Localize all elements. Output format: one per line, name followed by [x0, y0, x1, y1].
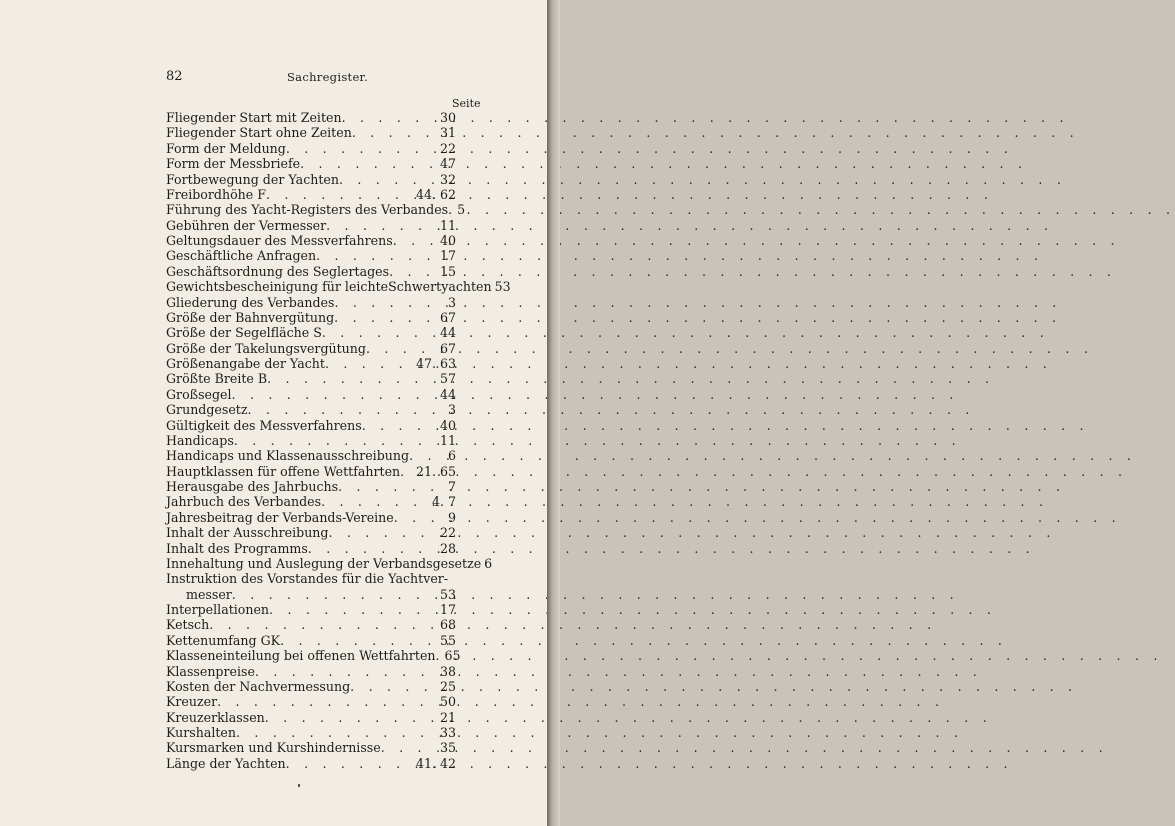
index-page-reference: 57 — [439, 371, 456, 387]
index-page-reference: 3 — [447, 294, 456, 310]
index-entry — [166, 648, 461, 664]
index-term: Jahresbeitrag der Verbands-Vereine — [166, 509, 394, 525]
index-entry — [166, 402, 456, 417]
index-entry — [166, 202, 466, 218]
dot-leader — [389, 264, 437, 279]
index-term: Interpellationen — [166, 602, 270, 617]
index-entry — [166, 295, 456, 310]
index-page-reference: 5 — [457, 202, 466, 218]
dot-leader — [248, 402, 445, 417]
index-term: Kurshalten — [166, 725, 236, 740]
index-entry — [166, 602, 456, 617]
index-term: Gültigkeit des Messverfahrens — [166, 417, 362, 433]
index-term: Freibordhöhe F — [166, 186, 266, 202]
dot-leader — [269, 602, 437, 617]
running-title: Sachregister. — [287, 70, 369, 84]
index-page-reference: 44 — [439, 386, 456, 402]
index-page-reference: 55 — [439, 632, 456, 648]
dot-leader — [236, 725, 437, 740]
index-term: Großsegel — [166, 386, 232, 402]
index-term: Fortbewegung der Yachten — [166, 171, 339, 187]
print-speck — [298, 784, 300, 787]
index-entry — [166, 541, 456, 556]
index-entry — [166, 110, 456, 125]
index-entry — [166, 141, 456, 156]
index-entry — [166, 571, 456, 586]
index-page-reference: 21. 65 — [415, 463, 456, 479]
index-entry — [166, 756, 456, 771]
index-page-reference: 17 — [439, 602, 456, 617]
index-entry — [166, 464, 456, 479]
index-page-reference: 22 — [439, 140, 456, 156]
dot-leader — [209, 617, 437, 632]
page-column-label: Seite — [452, 97, 481, 110]
dot-leader — [328, 525, 436, 540]
index-page-reference: 11 — [439, 432, 456, 448]
index-entry — [166, 555, 493, 571]
dot-leader — [326, 218, 437, 233]
index-page-reference: 32 — [439, 171, 456, 187]
index-entry — [166, 679, 456, 694]
index-term: Klasseneinteilung bei offenen Wettfahrten — [166, 648, 436, 664]
index-entry — [166, 218, 456, 233]
index-term: Hauptklassen für offene Wettfahrten — [166, 463, 401, 479]
index-page-reference: 3 — [447, 402, 456, 418]
index-term: Größe der Takelungsvergütung — [166, 340, 366, 356]
index-term: Geschäftsordnung des Seglertages — [166, 263, 390, 279]
dot-leader — [234, 433, 437, 448]
index-term: Kursmarken und Kurshindernisse — [166, 740, 381, 756]
index-term: Kosten der Nachvermessung — [166, 678, 351, 694]
dot-leader — [342, 110, 437, 125]
index-page-reference: 11 — [439, 217, 456, 233]
index-entry — [166, 279, 511, 295]
page-number: 82 — [166, 69, 183, 84]
index-term: Innehaltung und Auslegung der Verbandsgesetze — [166, 555, 482, 571]
index-entry — [166, 125, 456, 140]
index-term: Größenangabe der Yacht — [166, 356, 325, 371]
index-page-reference: 68 — [439, 617, 456, 633]
index-term: Grundgesetz — [166, 402, 248, 418]
dot-leader — [366, 341, 437, 356]
index-term: Ketsch — [166, 617, 210, 633]
index-term: Form der Messbriefe — [166, 156, 301, 172]
dot-leader — [339, 172, 437, 187]
index-term: Form der Meldung — [166, 140, 286, 156]
index-entry — [166, 725, 456, 740]
index-entry — [166, 172, 456, 187]
index-entry — [166, 587, 456, 602]
dot-leader — [352, 125, 437, 140]
index-entry — [166, 694, 456, 709]
index-page-reference: 53 — [439, 586, 456, 602]
index-page-reference: 67 — [439, 340, 456, 356]
index-page-reference: 50 — [439, 694, 456, 710]
index-entry — [166, 494, 456, 509]
dot-leader — [409, 448, 445, 463]
index-entry — [166, 710, 456, 725]
dot-leader — [232, 587, 437, 602]
index-term: Inhalt der Ausschreibung — [166, 525, 329, 541]
dot-leader — [321, 494, 429, 509]
dot-leader — [394, 510, 445, 525]
dot-leader — [338, 479, 445, 494]
index-term: Führung des Yacht-Registers des Verbandes — [166, 202, 449, 218]
index-term: messer — [186, 586, 232, 602]
index-term: Gebühren der Vermesser — [166, 217, 327, 233]
book-page — [0, 0, 547, 826]
index-term: Gewichtsbescheinigung für leichteSchwertyachten — [166, 279, 492, 295]
index-entry — [166, 418, 456, 433]
index-entry — [166, 371, 456, 386]
index-page-reference: 6 — [447, 448, 456, 464]
index-entry — [166, 233, 456, 248]
dot-leader — [286, 141, 437, 156]
index-entry — [166, 248, 456, 263]
index-entry — [166, 264, 456, 279]
dot-leader — [362, 418, 437, 433]
index-page-reference: 41. 42 — [415, 755, 456, 771]
index-entry — [166, 740, 456, 755]
dot-leader — [325, 356, 413, 371]
index-term: Geltungsdauer des Messverfahrens — [166, 233, 393, 248]
index-page-reference: 65 — [444, 648, 461, 664]
index-term: Geschäftliche Anfragen — [166, 248, 317, 264]
index-entry — [166, 156, 456, 171]
index-page-reference: 40 — [439, 417, 456, 433]
dot-leader — [350, 679, 437, 694]
dot-leader — [255, 664, 437, 679]
dot-leader — [316, 248, 437, 263]
subject-index-list — [166, 110, 511, 771]
index-term: Kreuzerklassen — [166, 709, 265, 725]
index-term: Fliegender Start ohne Zeiten — [166, 125, 352, 141]
dot-leader — [217, 694, 437, 709]
index-page-reference: 15 — [439, 263, 456, 279]
index-entry — [166, 525, 456, 540]
index-page-reference: 38 — [439, 663, 456, 679]
index-term: Kreuzer — [166, 694, 218, 710]
dot-leader — [266, 187, 413, 202]
index-page-reference: 40 — [439, 233, 456, 248]
index-page-reference: 30 — [439, 110, 456, 125]
index-term: Kettenumfang GK — [166, 632, 281, 648]
index-entry — [166, 448, 456, 463]
index-page-reference: 31 — [439, 125, 456, 141]
index-page-reference: 35 — [439, 740, 456, 756]
index-term: Handicaps und Klassenausschreibung — [166, 448, 410, 464]
index-term: Größte Breite B — [166, 371, 268, 387]
index-page-reference: 6 — [484, 555, 493, 571]
index-page-reference: 17 — [439, 248, 456, 264]
index-term: Instruktion des Vorstandes für die Yachtver- — [166, 571, 449, 587]
dot-leader — [267, 371, 437, 386]
dot-leader — [322, 325, 437, 340]
index-entry — [166, 356, 456, 371]
dot-leader — [400, 464, 413, 479]
index-page-reference: 9 — [447, 509, 456, 525]
index-page-reference: 25 — [439, 678, 456, 694]
index-page-reference: 21 — [439, 709, 456, 725]
index-entry — [166, 387, 456, 402]
dot-leader — [280, 633, 437, 648]
dot-leader — [265, 710, 437, 725]
index-page-reference: 44 — [439, 325, 456, 341]
dot-leader — [334, 310, 437, 325]
index-entry — [166, 479, 456, 494]
index-page-reference: 47 — [439, 156, 456, 172]
index-entry — [166, 341, 456, 356]
index-entry — [166, 433, 456, 448]
index-entry — [166, 310, 456, 325]
index-page-reference: 44. 62 — [415, 186, 456, 202]
index-term: Klassenpreise — [166, 663, 255, 679]
dot-leader — [308, 541, 437, 556]
dot-leader — [393, 233, 437, 248]
index-term: Inhalt des Programms — [166, 540, 308, 556]
index-term: Größe der Bahnvergütung — [166, 309, 335, 325]
index-entry — [166, 187, 456, 202]
index-term: Länge der Yachten — [166, 755, 286, 771]
index-term: Jahrbuch des Verbandes — [166, 494, 322, 510]
index-page-reference: 7 — [447, 479, 456, 494]
page-edge-shadow — [547, 0, 560, 826]
index-term: Herausgabe des Jahrbuchs — [166, 479, 339, 494]
index-term: Größe der Segelfläche S — [166, 325, 322, 341]
index-page-reference: 22 — [439, 525, 456, 541]
index-term: Fliegender Start mit Zeiten — [166, 110, 342, 125]
index-term: Handicaps — [166, 432, 234, 448]
index-entry — [166, 325, 456, 340]
index-entry — [166, 617, 456, 632]
index-term: Gliederung des Verbandes — [166, 294, 335, 310]
index-entry — [166, 633, 456, 648]
index-page-reference: 33 — [439, 725, 456, 740]
index-page-reference: 53 — [494, 279, 511, 295]
index-page-reference: 4. 7 — [431, 494, 456, 510]
index-page-reference: 47. 63 — [415, 356, 456, 371]
dot-leader — [334, 295, 445, 310]
dot-leader — [286, 756, 413, 771]
index-entry — [166, 664, 456, 679]
index-entry — [166, 510, 456, 525]
dot-leader — [300, 156, 437, 171]
dot-leader — [232, 387, 437, 402]
dot-leader — [381, 740, 437, 755]
index-page-reference: 28 — [439, 540, 456, 556]
index-page-reference: 67 — [439, 309, 456, 325]
